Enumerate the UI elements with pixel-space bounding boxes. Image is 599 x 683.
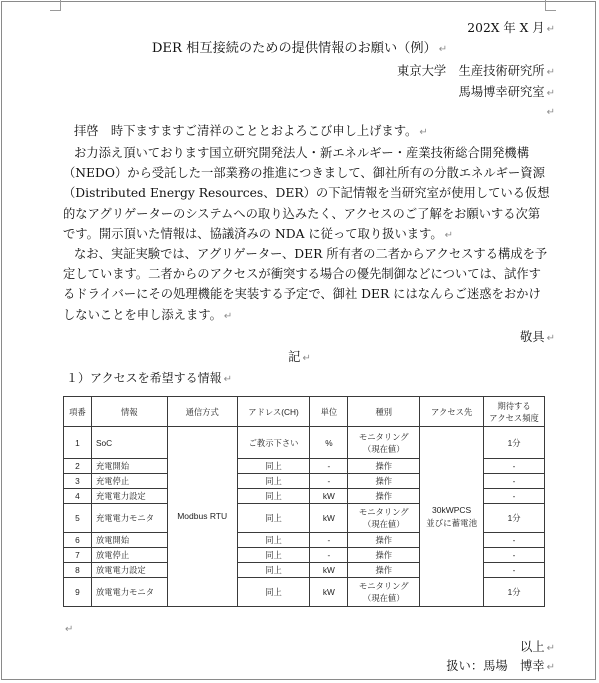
lab-text: 馬場博幸研究室	[458, 85, 545, 99]
cell-unit: kW	[310, 578, 348, 607]
cell-no: 8	[64, 563, 92, 578]
cell-info: SoC	[91, 427, 167, 459]
paragraph-mark-icon: ↵	[546, 67, 555, 78]
cell-no: 4	[64, 489, 92, 504]
cell-comm-method: Modbus RTU	[167, 427, 237, 607]
empty-line	[63, 620, 73, 638]
cell-address: 同上	[237, 533, 310, 548]
sender-lab	[459, 84, 555, 102]
cell-unit: kW	[310, 563, 348, 578]
paragraph-mark-icon: ↵	[223, 310, 233, 322]
cell-info: 放電電力モニタ	[91, 578, 167, 607]
paragraph-mark-icon: ↵	[65, 624, 74, 635]
cell-type: モニタリング （現在値）	[348, 427, 420, 459]
cell-frequency: -	[484, 459, 545, 474]
header-address: アドレス(CH)	[237, 397, 310, 427]
cell-type: モニタリング （現在値）	[348, 578, 420, 607]
cell-type: モニタリング （現在値）	[348, 504, 420, 533]
cell-address: 同上	[237, 459, 310, 474]
cell-frequency: -	[484, 489, 545, 504]
paragraph-mark-icon: ↵	[546, 643, 555, 654]
header-info: 情報	[91, 397, 167, 427]
cell-no: 5	[64, 504, 92, 533]
paragraph-mark-icon: ↵	[546, 88, 555, 99]
paragraph-mark-icon: ↵	[419, 127, 428, 138]
greeting-text: 拝啓 時下ますますご清祥のこととおよろこび申し上げます。	[74, 124, 418, 138]
header-comm: 通信方式	[167, 397, 237, 427]
cell-type: 操作	[348, 474, 420, 489]
header-no: 項番	[64, 397, 92, 427]
paragraph-1-text: お力添え頂いております国立研究開発法人・新エネルギー・産業技術総合開発機構（NEDO）から受託した一部業務の推進につきまして、御社所有の分散エネルギー資源（Distributed Energy Resources、DER）の下記情報を当研究室が使用している仮想的なアグリゲーターのシステムへの取り込みたく、アクセスのご了解をお願いする次第です。開示頂いた情報は、協議済みの NDA に従って取り扱います。	[63, 146, 550, 241]
cell-frequency: -	[484, 548, 545, 563]
cell-no: 7	[64, 548, 92, 563]
table-row	[64, 427, 545, 459]
greeting	[74, 123, 428, 141]
section-title: １）アクセスを希望する情報	[66, 371, 222, 385]
cell-address: 同上	[237, 578, 310, 607]
closing-keigu	[520, 329, 555, 347]
cell-info: 充電電力モニタ	[91, 504, 167, 533]
paragraph-mark-icon: ↵	[223, 374, 233, 385]
closing-text: 敬具	[520, 330, 545, 344]
cell-frequency: 1分	[484, 504, 545, 533]
cell-unit: %	[310, 427, 348, 459]
header-frequency: 期待する アクセス頻度	[484, 397, 545, 427]
cell-info: 充電開始	[91, 459, 167, 474]
table-header-row	[64, 397, 545, 427]
cell-frequency: -	[484, 474, 545, 489]
cell-access-target: 30kWPCS 並びに蓄電池	[420, 427, 484, 607]
end-marker	[520, 639, 555, 657]
cell-no: 9	[64, 578, 92, 607]
cell-info: 放電電力設定	[91, 563, 167, 578]
paragraph-mark-icon: ↵	[546, 24, 555, 35]
cell-frequency: -	[484, 533, 545, 548]
paragraph-mark-icon: ↵	[546, 662, 555, 673]
document-date	[467, 20, 555, 38]
header-target: アクセス先	[420, 397, 484, 427]
cell-type: 操作	[348, 489, 420, 504]
affiliation-text: 東京大学 生産技術研究所	[397, 64, 545, 78]
paragraph-mark-icon: ↵	[546, 107, 555, 118]
cell-no: 1	[64, 427, 92, 459]
sender-affiliation	[397, 63, 555, 81]
kigo-text: 記	[288, 350, 301, 364]
cell-unit: -	[310, 459, 348, 474]
body-paragraph-2	[63, 244, 551, 327]
cell-info: 充電電力設定	[91, 489, 167, 504]
cell-address: 同上	[237, 489, 310, 504]
cell-no: 2	[64, 459, 92, 474]
section-heading	[66, 370, 232, 388]
contact-person	[446, 658, 555, 676]
cell-address: 同上	[237, 504, 310, 533]
end-text: 以上	[520, 640, 545, 654]
title-text: DER 相互接続のための提供情報のお願い（例）	[151, 41, 437, 56]
cell-address: 同上	[237, 548, 310, 563]
cell-info: 放電開始	[91, 533, 167, 548]
cell-address: 同上	[237, 563, 310, 578]
cell-info: 放電停止	[91, 548, 167, 563]
cell-no: 3	[64, 474, 92, 489]
body-paragraph-1	[63, 143, 551, 246]
header-unit: 単位	[310, 397, 348, 427]
cell-unit: -	[310, 548, 348, 563]
cell-unit: -	[310, 533, 348, 548]
kigo-heading	[0, 349, 599, 367]
cell-address: ご教示下さい	[237, 427, 310, 459]
cell-type: 操作	[348, 533, 420, 548]
margin-corner-mark	[50, 0, 61, 11]
cell-frequency: 1分	[484, 427, 545, 459]
paragraph-mark-icon: ↵	[438, 44, 448, 55]
cell-type: 操作	[348, 563, 420, 578]
document-title	[0, 41, 599, 58]
cell-type: 操作	[348, 459, 420, 474]
header-type: 種別	[348, 397, 420, 427]
cell-unit: kW	[310, 489, 348, 504]
date-text: 202X 年 X 月	[467, 21, 545, 35]
paragraph-mark-icon: ↵	[444, 229, 454, 241]
cell-address: 同上	[237, 474, 310, 489]
cell-frequency: -	[484, 563, 545, 578]
empty-line	[545, 103, 555, 121]
cell-frequency: 1分	[484, 578, 545, 607]
contact-text: 扱い：馬場 博幸	[446, 659, 545, 673]
access-info-table	[63, 396, 545, 607]
cell-no: 6	[64, 533, 92, 548]
paragraph-mark-icon: ↵	[546, 333, 555, 344]
paragraph-mark-icon: ↵	[302, 353, 311, 364]
cell-unit: -	[310, 474, 348, 489]
cell-unit: kW	[310, 504, 348, 533]
cell-type: 操作	[348, 548, 420, 563]
margin-corner-mark	[545, 0, 556, 11]
cell-info: 充電停止	[91, 474, 167, 489]
paragraph-2-text: なお、実証実験では、アグリゲーター、DER 所有者の二者からアクセスする構成を予定しています。二者からのアクセスが衝突する場合の優先制御などについては、試作するドライバーにその処理機能を実装する予定で、御社 DER にはなんらご迷惑をおかけしないことを申し添えます。	[63, 247, 548, 322]
